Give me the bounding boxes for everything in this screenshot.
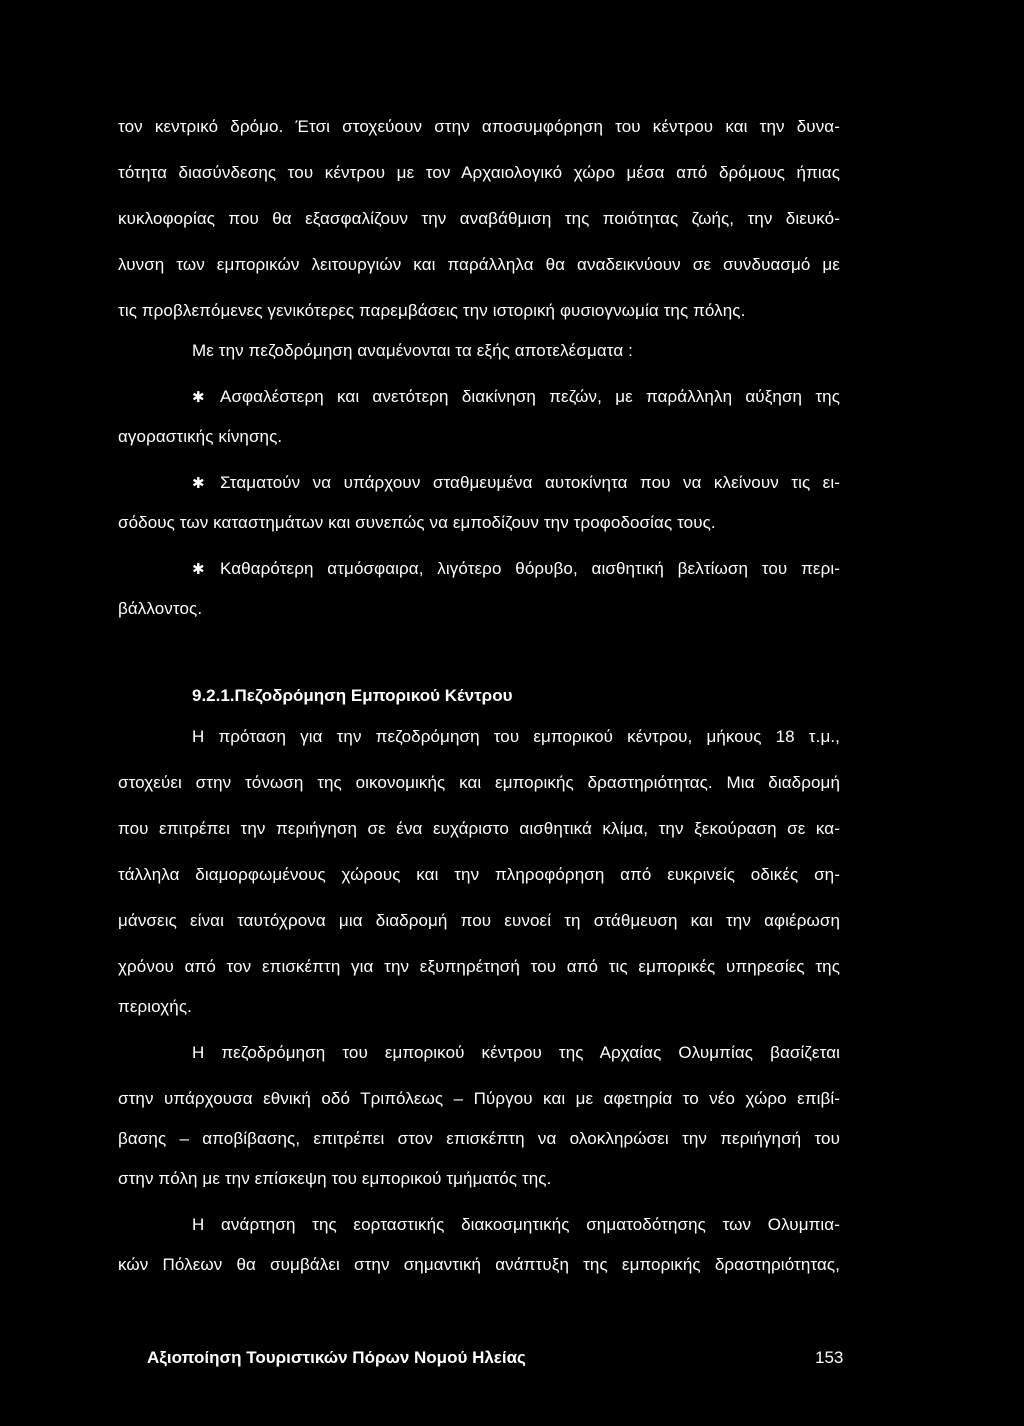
body-text-line: κυκλοφορίας που θα εξασφαλίζουν την αναβάθμιση της ποιότητας ζωής, την διευκό-	[118, 209, 840, 228]
page-number: 153	[815, 1348, 844, 1367]
results-intro: Με την πεζοδρόμηση αναμένονται τα εξής αποτελέσματα :	[192, 341, 633, 360]
bullet-icon: ✱	[192, 561, 205, 578]
bullet-continuation: αγοραστικής κίνησης.	[118, 427, 283, 446]
body-text-line: τις προβλεπόμενες γενικότερες παρεμβάσεις την ιστορική φυσιογνωμία της πόλης.	[118, 301, 746, 320]
footer-title: Αξιοποίηση Τουριστικών Πόρων Νομού Ηλείας	[147, 1348, 526, 1367]
section-heading: 9.2.1.Πεζοδρόμηση Εμπορικού Κέντρου	[192, 686, 513, 705]
bullet-item	[192, 473, 840, 494]
body-text-line: Η πεζοδρόμηση του εμπορικού κέντρου της Αρχαίας Ολυμπίας βασίζεται	[192, 1043, 840, 1062]
bullet-text: Καθαρότερη ατμόσφαιρα, λιγότερο θόρυβο, αισθητική βελτίωση του περι-	[220, 559, 840, 578]
body-text-line: τάλληλα διαμορφωμένους χώρους και την πληροφόρηση από ευκρινείς οδικές ση-	[118, 865, 840, 884]
bullet-item	[192, 559, 840, 580]
bullet-icon: ✱	[192, 475, 205, 492]
bullet-text: Σταματούν να υπάρχουν σταθμευμένα αυτοκίνητα που να κλείνουν τις ει-	[220, 473, 840, 492]
body-text-line: λυνση των εμπορικών λειτουργιών και παράλληλα θα αναδεικνύουν σε συνδυασμό με	[118, 255, 840, 274]
body-text-line: στοχεύει στην τόνωση της οικονομικής και εμπορικής δραστηριότητας. Μια διαδρομή	[118, 773, 840, 792]
body-text-line: Η πρόταση για την πεζοδρόμηση του εμπορικού κέντρου, μήκους 18 τ.μ.,	[192, 727, 840, 746]
bullet-continuation: σόδους των καταστημάτων και συνεπώς να εμποδίζουν την τροφοδοσίας τους.	[118, 513, 716, 532]
body-text-line: βασης – αποβίβασης, επιτρέπει στον επισκέπτη να ολοκληρώσει την περιήγησή του	[118, 1129, 840, 1148]
body-text-line: χρόνου από τον επισκέπτη για την εξυπηρέτησή του από τις εμπορικές υπηρεσίες της	[118, 957, 840, 976]
bullet-item	[192, 387, 840, 408]
bullet-icon: ✱	[192, 389, 205, 406]
body-text-line: τον κεντρικό δρόμο. Έτσι στοχεύουν στην αποσυμφόρηση του κέντρου και την δυνα-	[118, 117, 840, 136]
body-text-line: τότητα διασύνδεσης του κέντρου με τον Αρχαιολογικό χώρο μέσα από δρόμους ήπιας	[118, 163, 840, 182]
body-text-line: κών Πόλεων θα συμβάλει στην σημαντική ανάπτυξη της εμπορικής δραστηριότητας,	[118, 1255, 840, 1274]
body-text-line: που επιτρέπει την περιήγηση σε ένα ευχάριστο αισθητικά κλίμα, την ξεκούραση σε κα-	[118, 819, 840, 838]
bullet-text: Ασφαλέστερη και ανετότερη διακίνηση πεζών, με παράλληλη αύξηση της	[220, 387, 840, 406]
body-text-line: μάνσεις είναι ταυτόχρονα μια διαδρομή που ευνοεί τη στάθμευση και την αφιέρωση	[118, 911, 840, 930]
body-text-line: Η ανάρτηση της εορταστικής διακοσμητικής σηματοδότησης των Ολυμπια-	[192, 1215, 840, 1234]
body-text-line: στην πόλη με την επίσκεψη του εμπορικού τμήματός της.	[118, 1169, 552, 1188]
bullet-continuation: βάλλοντος.	[118, 599, 203, 618]
body-text-line: στην υπάρχουσα εθνική οδό Τριπόλεως – Πύργου και με αφετηρία το νέο χώρο επιβί-	[118, 1089, 840, 1108]
body-text-line: περιοχής.	[118, 997, 192, 1016]
